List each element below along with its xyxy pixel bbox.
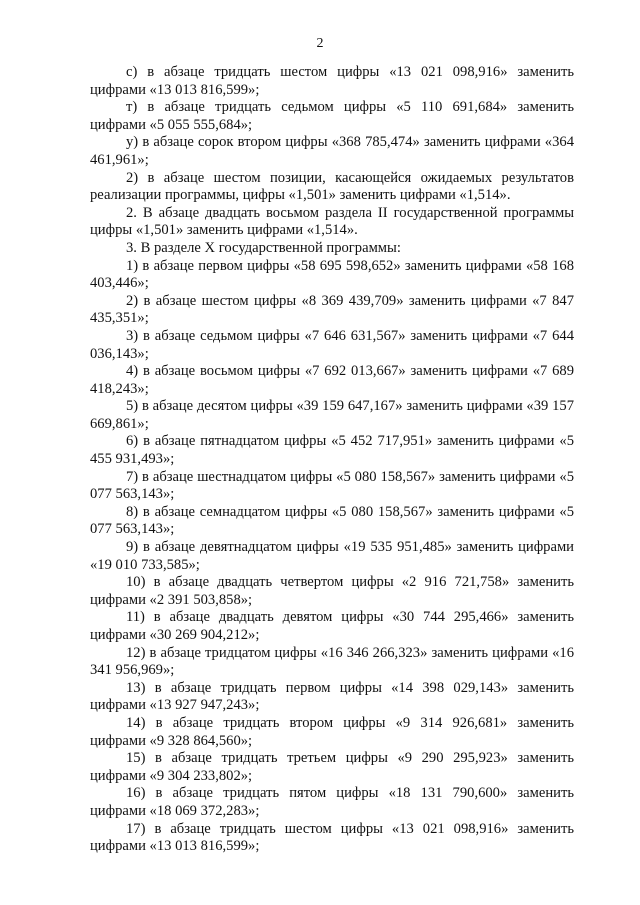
list-item: 4) в абзаце восьмом цифры «7 692 013,667» заменить цифрами «7 689 418,243»; bbox=[90, 363, 574, 397]
list-item: 6) в абзаце пятнадцатом цифры «5 452 717,951» заменить цифрами «5 455 931,493»; bbox=[90, 433, 574, 468]
paragraph-amend-37: т) в абзаце тридцать седьмом цифры «5 110 691,684» заменить цифрами «5 055 555,684»; bbox=[90, 99, 574, 133]
list-item: 15) в абзаце тридцать третьем цифры «9 290 295,923» заменить цифрами «9 304 233,802»; bbox=[90, 750, 574, 784]
list-item: 5) в абзаце десятом цифры «39 159 647,167» заменить цифрами «39 157 669,861»; bbox=[90, 398, 574, 432]
list-item: 7) в абзаце шестнадцатом цифры «5 080 158,567» заменить цифрами «5 077 563,143»; bbox=[90, 468, 574, 503]
list-item: 9) в абзаце девятнадцатом цифры «19 535 951,485» заменить цифрами «19 010 733,585»; bbox=[90, 539, 574, 573]
list-item: 3) в абзаце седьмом цифры «7 646 631,567» заменить цифрами «7 644 036,143»; bbox=[90, 327, 574, 362]
list-item: 11) в абзаце двадцать девятом цифры «30 744 295,466» заменить цифрами «30 269 904,212»; bbox=[90, 609, 574, 643]
list-item: 10) в абзаце двадцать четвертом цифры «2 916 721,758» заменить цифрами «2 391 503,858»; bbox=[90, 574, 574, 608]
paragraph-amend-36: с) в абзаце тридцать шестом цифры «13 021 098,916» заменить цифрами «13 013 816,599»; bbox=[90, 64, 574, 98]
list-item: 2) в абзаце шестом цифры «8 369 439,709» заменить цифрами «7 847 435,351»; bbox=[90, 292, 574, 327]
page-number: 2 bbox=[316, 36, 324, 51]
list-item: 12) в абзаце тридцатом цифры «16 346 266,323» заменить цифрами «16 341 956,969»; bbox=[90, 644, 574, 679]
list-item: 8) в абзаце семнадцатом цифры «5 080 158,567» заменить цифрами «5 077 563,143»; bbox=[90, 503, 574, 538]
list-item: 13) в абзаце тридцать первом цифры «14 398 029,143» заменить цифрами «13 927 947,243»; bbox=[90, 679, 574, 714]
list-item: 14) в абзаце тридцать втором цифры «9 314 926,681» заменить цифрами «9 328 864,560»; bbox=[90, 714, 574, 749]
list-item: 17) в абзаце тридцать шестом цифры «13 021 098,916» заменить цифрами «13 013 816,599»; bbox=[90, 820, 574, 855]
paragraph-section-x-heading: 3. В разделе X государственной программы: bbox=[126, 239, 401, 256]
paragraph-section-ii: 2. В абзаце двадцать восьмом раздела II государственной программы цифры «1,501» заменить цифрами «1,514». bbox=[90, 204, 574, 239]
paragraph-results-position: 2) в абзаце шестом позиции, касающейся ожидаемых результатов реализации программы, цифры «1,501» заменить цифрами «1,514». bbox=[90, 169, 574, 204]
paragraph-amend-42: у) в абзаце сорок втором цифры «368 785,474» заменить цифрами «364 461,961»; bbox=[90, 134, 574, 168]
list-item: 1) в абзаце первом цифры «58 695 598,652» заменить цифрами «58 168 403,446»; bbox=[90, 257, 574, 292]
list-item: 16) в абзаце тридцать пятом цифры «18 131 790,600» заменить цифрами «18 069 372,283»; bbox=[90, 785, 574, 819]
document-body bbox=[90, 64, 574, 856]
